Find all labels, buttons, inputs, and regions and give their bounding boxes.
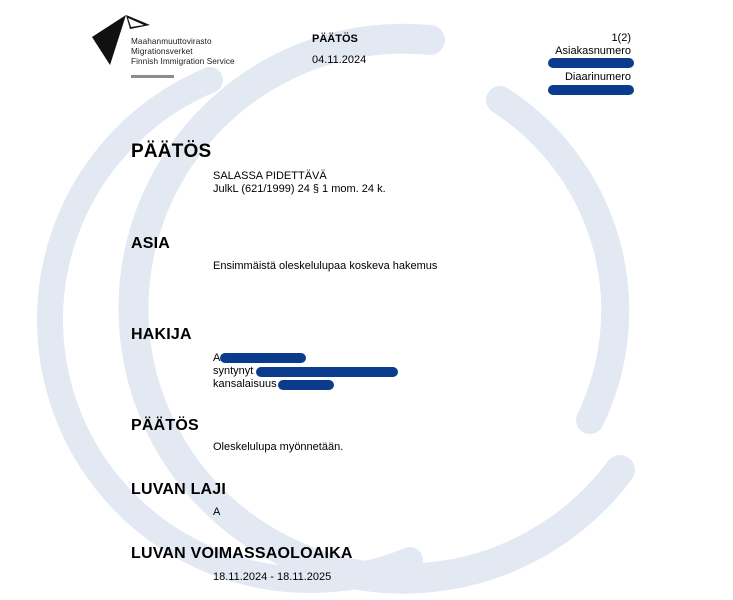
record-number-redaction: [548, 85, 634, 95]
applicant-nationality-redaction: [278, 380, 334, 390]
agency-name-fi: Maahanmuuttovirasto: [131, 37, 212, 46]
subject-text: Ensimmäistä oleskelulupaa koskeva hakemus: [213, 260, 438, 272]
decision-heading: PÄÄTÖS: [131, 417, 199, 434]
agency-name-en: Finnish Immigration Service: [131, 57, 235, 66]
decision-title: PÄÄTÖS: [131, 141, 212, 162]
applicant-born-label: syntynyt: [213, 365, 254, 377]
page-number: 1(2): [611, 32, 631, 44]
permit-type-value: A: [213, 506, 221, 518]
agency-names: [131, 37, 235, 67]
header-doc-title: PÄÄTÖS: [312, 33, 358, 45]
law-reference: JulkL (621/1999) 24 § 1 mom. 24 k.: [213, 183, 386, 195]
validity-value: 18.11.2024 - 18.11.2025: [213, 571, 332, 583]
applicant-name-prefix: A: [213, 352, 221, 364]
agency-name-sv: Migrationsverket: [131, 47, 193, 56]
applicant-nationality-label: kansalaisuus: [213, 378, 277, 390]
applicant-birthdate-redaction: [256, 367, 398, 377]
decision-text: Oleskelulupa myönnetään.: [213, 441, 344, 453]
customer-number-redaction: [548, 58, 634, 68]
subject-heading: ASIA: [131, 235, 171, 252]
header-date: 04.11.2024: [312, 54, 367, 66]
record-number-label: Diaarinumero: [564, 71, 631, 83]
customer-number-label: Asiakasnumero: [555, 45, 631, 57]
confidential-line: SALASSA PIDETTÄVÄ: [213, 170, 327, 182]
permit-type-heading: LUVAN LAJI: [131, 481, 227, 498]
validity-heading: LUVAN VOIMASSAOLOAIKA: [131, 545, 353, 562]
watermark-right-arc: [500, 100, 615, 420]
logo-underline: [131, 75, 174, 78]
applicant-name-redaction: [220, 353, 306, 363]
applicant-heading: HAKIJA: [131, 326, 192, 343]
